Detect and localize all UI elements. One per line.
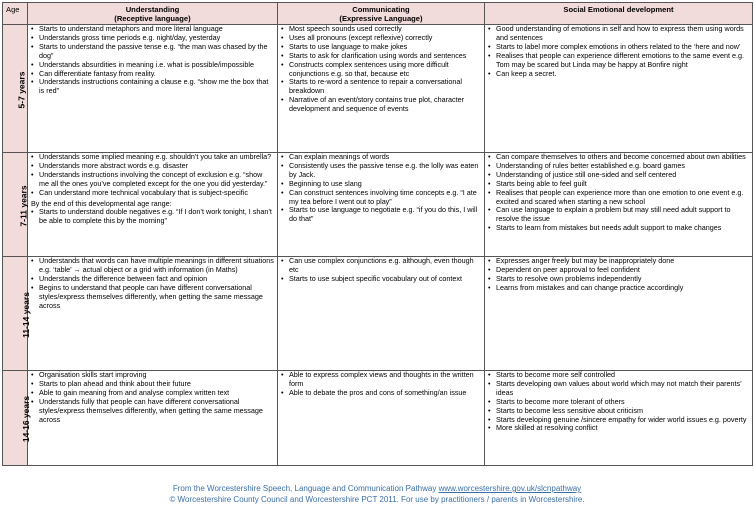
list-item: • Starts to understand the passive tense e.g. “the man was chased by the dog” <box>31 43 274 61</box>
list-item: • Starts to use language to make jokes <box>281 43 481 52</box>
communicating-list <box>281 153 481 224</box>
social-cell <box>485 153 753 257</box>
understanding-note: By the end of this developmental age range: <box>31 198 172 208</box>
understanding-header <box>28 3 278 25</box>
list-item: • Can construct sentences involving time concepts e.g. “I ate my tea before I went out to play” <box>281 189 481 207</box>
list-item: • Understands more abstract words e.g. disaster <box>31 162 274 171</box>
list-item: • Understands the difference between fact and opinion <box>31 275 274 284</box>
understanding-cell <box>28 153 278 257</box>
list-item: • Starts to re-word a sentence to repair a conversational breakdown <box>281 78 481 96</box>
understanding-title: Understanding <box>125 5 180 14</box>
list-item: • Constructs complex sentences using more difficult conjunctions e.g. so that, because etc <box>281 61 481 79</box>
list-item: • Can use language to explain a problem but may still need adult support to resolve the issue <box>488 206 749 224</box>
list-item: • Can explain meanings of words <box>281 153 481 162</box>
list-item: • Understands some implied meaning e.g. shouldn’t you take an umbrella? <box>31 153 274 162</box>
communicating-subtitle: (Expressive Language) <box>339 14 423 23</box>
list-item: • Starts to become less sensitive about criticism <box>488 407 749 416</box>
communicating-list <box>281 25 481 114</box>
header-row <box>3 3 753 25</box>
footer-source-link[interactable]: www.worcestershire.gov.uk/slcnpathway <box>438 484 582 493</box>
list-item: • Organisation skills start improving <box>31 371 274 380</box>
footer-source <box>0 483 754 494</box>
age-cell <box>3 25 28 153</box>
table-row <box>3 371 753 466</box>
list-item: • Starts to label more complex emotions in others related to the ‘here and now’ <box>488 43 749 52</box>
footer-copyright: © Worcestershire County Council and Worcestershire PCT 2011. For use by practitioners / parents in Worcestershire. <box>169 495 585 504</box>
list-item: • Able to gain meaning from and analyse complex written text <box>31 389 274 398</box>
list-item: • Narrative of an event/story contains true plot, character development and sequence of events <box>281 96 481 114</box>
social-cell <box>485 257 753 371</box>
list-item: • Understanding of rules better established e.g. board games <box>488 162 749 171</box>
list-item: • Understands fully that people can have different conversational styles/express themselves differently, when getting the same message across <box>31 398 274 425</box>
communicating-title: Communicating <box>352 5 410 14</box>
understanding-extra-list <box>31 208 274 226</box>
list-item: • Can keep a secret. <box>488 70 749 79</box>
age-label: 11-14 years <box>20 291 31 338</box>
list-item: • Good understanding of emotions in self and how to express them using words and sentences <box>488 25 749 43</box>
list-item: • Starts to become more self controlled <box>488 371 749 380</box>
list-item: • Starts to understand metaphors and more literal language <box>31 25 274 34</box>
list-item: • Can understand more technical vocabulary that is subject-specific <box>31 189 274 198</box>
communicating-cell <box>278 371 485 466</box>
list-item: • Uses all pronouns (except reflexive) correctly <box>281 34 481 43</box>
social-cell <box>485 371 753 466</box>
list-item: • Able to debate the pros and cons of something/an issue <box>281 389 481 398</box>
social-list <box>488 25 749 78</box>
age-cell <box>3 153 28 257</box>
social-list <box>488 257 749 293</box>
understanding-list <box>31 25 274 96</box>
list-item: • Realises that people can experience more than one emotion to one event e.g. excited and scared when starting a new school <box>488 189 749 207</box>
list-item: • Expresses anger freely but may be inappropriately done <box>488 257 749 266</box>
list-item: • Starts to understand double negatives e.g. “If I don’t work tonight, I shan’t be able to complete this by the morning” <box>31 208 274 226</box>
list-item: • Starts to learn from mistakes but needs adult support to make changes <box>488 224 749 233</box>
list-item: • Starts to become more tolerant of others <box>488 398 749 407</box>
communicating-list <box>281 371 481 398</box>
list-item: • Can differentiate fantasy from reality. <box>31 70 274 79</box>
list-item: • Starts to ask for clarification using words and sentences <box>281 52 481 61</box>
list-item: • Able to express complex views and thoughts in the written form <box>281 371 481 389</box>
list-item: • Starts to use language to negotiate e.g. “if you do this, I will do that” <box>281 206 481 224</box>
communicating-list <box>281 257 481 284</box>
social-header <box>485 3 753 25</box>
understanding-cell <box>28 371 278 466</box>
list-item: • Beginning to use slang <box>281 180 481 189</box>
list-item: • Understands instructions involving the concept of exclusion e.g. “show me all the ones you’ve completed except for the one you did yesterday.” <box>31 171 274 189</box>
list-item: • Starts to plan ahead and think about their future <box>31 380 274 389</box>
list-item: • Most speech sounds used correctly <box>281 25 481 34</box>
social-title: Social Emotional development <box>563 5 674 14</box>
list-item: • Begins to understand that people can have different conversational styles/express themselves differently, when getting the same message across <box>31 284 274 311</box>
list-item: • Starts developing genuine /sincere empathy for wider world issues e.g. poverty <box>488 416 749 425</box>
age-label: 5-7 years <box>16 71 27 108</box>
communicating-cell <box>278 257 485 371</box>
list-item: • Understands gross time periods e.g. night/day, yesterday <box>31 34 274 43</box>
age-cell <box>3 371 32 466</box>
list-item: • Dependent on peer approval to feel confident <box>488 266 749 275</box>
list-item: • Understands that words can have multiple meanings in different situations e.g. ‘table’ → actual object or a grid with information (in Maths) <box>31 257 274 275</box>
communicating-header <box>278 3 485 25</box>
social-list <box>488 153 749 233</box>
understanding-subtitle: (Receptive language) <box>114 14 191 23</box>
list-item: • Realises that people can experience different emotions to the same event e.g. Tom may be scared but Linda may be happy at Bonfire night <box>488 52 749 70</box>
list-item: • Consistently uses the passive tense e.g. the lolly was eaten by Jack. <box>281 162 481 180</box>
communicating-cell <box>278 153 485 257</box>
understanding-cell <box>28 257 278 371</box>
table-row <box>3 257 753 371</box>
list-item: • Starts being able to feel guilt <box>488 180 749 189</box>
age-label: 7-11 years <box>18 184 29 227</box>
understanding-list <box>31 371 274 424</box>
list-item: • Learns from mistakes and can change practice accordingly <box>488 284 749 293</box>
communicating-cell <box>278 25 485 153</box>
development-table <box>2 2 753 466</box>
age-label: 14-16 years <box>21 395 32 443</box>
understanding-list <box>31 153 274 198</box>
footer-source-text: From the Worcestershire Speech, Language and Communication Pathway <box>172 484 439 493</box>
age-cell <box>3 257 31 371</box>
list-item: • Can compare themselves to others and become concerned about own abilities <box>488 153 749 162</box>
list-item: • Understands instructions containing a clause e.g. “show me the box that is red” <box>31 78 274 96</box>
age-header <box>3 3 28 25</box>
social-cell <box>485 25 753 153</box>
list-item: • Understanding of justice still one-sided and self centered <box>488 171 749 180</box>
list-item: • Starts to use subject specific vocabulary out of context <box>281 275 481 284</box>
list-item: • More skilled at resolving conflict <box>488 424 749 433</box>
understanding-list <box>31 257 274 310</box>
social-list <box>488 371 749 433</box>
list-item: • Understands absurdities in meaning i.e. what is possible/impossible <box>31 61 274 70</box>
list-item: • Starts developing own values about world which may not match their parents’ ideas <box>488 380 749 398</box>
understanding-cell <box>28 25 278 153</box>
list-item: • Starts to resolve own problems independently <box>488 275 749 284</box>
age-header-label: Age <box>6 5 20 14</box>
table-row <box>3 153 753 257</box>
table-row <box>3 25 753 153</box>
list-item: • Can use complex conjunctions e.g. although, even though etc <box>281 257 481 275</box>
